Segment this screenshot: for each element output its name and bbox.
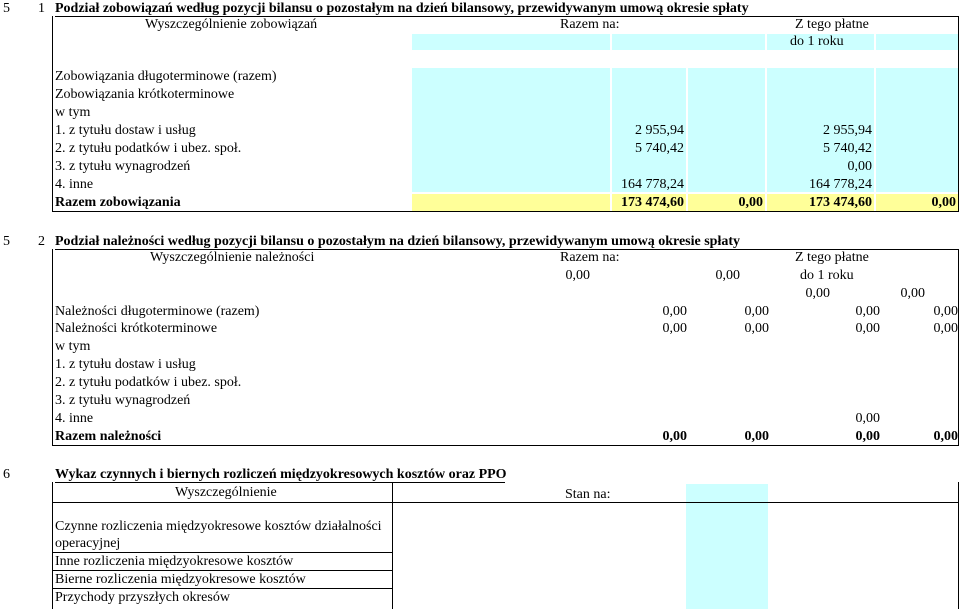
value-cell-column: [876, 68, 958, 192]
value-cell-column: [412, 68, 610, 192]
header-rule: [392, 502, 958, 503]
row-value: 0,00: [855, 411, 880, 426]
column-header-desc: Wyszczególnienie: [175, 485, 277, 500]
subsection-number: 2: [38, 234, 45, 249]
column-header-due-sub: do 1 roku: [800, 268, 854, 283]
table-left: [52, 249, 53, 446]
row-label: Należności krótkoterminowe: [55, 321, 218, 336]
row-value: 2 955,94: [635, 123, 684, 138]
table-bottom: [52, 211, 959, 212]
row-label: Czynne rozliczenia międzyokresowe kosztów działalności: [55, 519, 382, 534]
row-value: 0,00: [847, 159, 872, 174]
row-value: 5 740,42: [635, 141, 684, 156]
header-cell: [876, 34, 958, 50]
row-value: 0,00: [744, 304, 769, 319]
header-value: 0,00: [565, 268, 590, 283]
column-header-due-sub: do 1 roku: [790, 34, 844, 49]
total-value: 0,00: [855, 429, 880, 444]
subsection-number: 1: [38, 1, 45, 16]
total-value: 0,00: [933, 429, 958, 444]
row-label: Zobowiązania krótkoterminowe: [55, 87, 235, 102]
column-header-desc: Wyszczególnienie zobowiązań: [145, 17, 318, 32]
row-label: 1. z tytułu dostaw i usług: [55, 357, 196, 372]
row-value: 0,00: [744, 321, 769, 336]
row-value: 0,00: [855, 321, 880, 336]
total-label: Razem należności: [55, 429, 162, 444]
row-label: 4. inne: [55, 177, 94, 192]
column-header-total: Razem na:: [560, 17, 620, 32]
value-cell-column: [688, 68, 765, 192]
row-value: 0,00: [662, 304, 687, 319]
total-label: Razem zobowiązania: [55, 195, 181, 210]
title-underline: [55, 482, 505, 483]
header-cell: [612, 34, 765, 50]
row-label: Należności długoterminowe (razem): [55, 304, 260, 319]
row-rule: [52, 588, 392, 589]
row-value: 164 778,24: [809, 177, 872, 192]
row-value: 0,00: [662, 321, 687, 336]
row-label: Bierne rozliczenia międzyokresowe kosztów: [55, 572, 306, 587]
total-value: 0,00: [744, 429, 769, 444]
row-label: Przychody przyszłych okresów: [55, 590, 230, 605]
column-header-due: Z tego płatne: [795, 250, 869, 265]
row-value: 0,00: [855, 304, 880, 319]
row-label: w tym: [55, 339, 91, 354]
total-value: 0,00: [738, 195, 763, 210]
row-rule: [52, 570, 392, 571]
section-title: Podział zobowiązań według pozycji bilansu o pozostałym na dzień bilansowy, przewidywanym umową okresie spłaty: [55, 1, 749, 16]
table-bottom: [52, 445, 959, 446]
total-value: 0,00: [931, 195, 956, 210]
row-label: w tym: [55, 105, 91, 120]
section-number: 6: [3, 467, 10, 482]
row-label: 2. z tytułu podatków i ubez. społ.: [55, 141, 242, 156]
row-label: 3. z tytułu wynagrodzeń: [55, 159, 191, 174]
row-label: 2. z tytułu podatków i ubez. społ.: [55, 375, 242, 390]
section-number: 5: [3, 234, 10, 249]
column-header-total: Razem na:: [560, 250, 620, 265]
row-label: Zobowiązania długoterminowe (razem): [55, 69, 277, 84]
row-value: 0,00: [933, 304, 958, 319]
row-label: 1. z tytułu dostaw i usług: [55, 123, 196, 138]
section-number: 5: [3, 1, 10, 16]
row-value: 5 740,42: [823, 141, 872, 156]
row-value: 0,00: [933, 321, 958, 336]
column-header-state: Stan na:: [565, 487, 611, 502]
table-left: [52, 16, 53, 212]
header-value: 0,00: [715, 268, 740, 283]
total-value: 173 474,60: [809, 195, 872, 210]
row-label: operacyjnej: [55, 536, 121, 551]
header-rule: [52, 502, 392, 503]
header-cell: [412, 34, 610, 50]
row-rule: [52, 552, 392, 553]
column-header-due: Z tego płatne: [795, 17, 869, 32]
row-value: 164 778,24: [621, 177, 684, 192]
header-value: 0,00: [900, 286, 925, 301]
section-title: Wykaz czynnych i biernych rozliczeń międzyokresowych kosztów oraz PPO: [55, 467, 507, 482]
total-cell: [412, 194, 610, 211]
row-label: Inne rozliczenia międzyokresowe kosztów: [55, 554, 294, 569]
total-value: 0,00: [662, 429, 687, 444]
row-label: 3. z tytułu wynagrodzeń: [55, 393, 191, 408]
row-value: 2 955,94: [823, 123, 872, 138]
column-header-desc: Wyszczególnienie należności: [150, 250, 315, 265]
section-title: Podział należności według pozycji bilansu o pozostałym na dzień bilansowy, przewidywanym umową okresie spłaty: [55, 234, 741, 249]
header-value: 0,00: [805, 286, 830, 301]
total-value: 173 474,60: [621, 195, 684, 210]
row-label: 4. inne: [55, 411, 94, 426]
